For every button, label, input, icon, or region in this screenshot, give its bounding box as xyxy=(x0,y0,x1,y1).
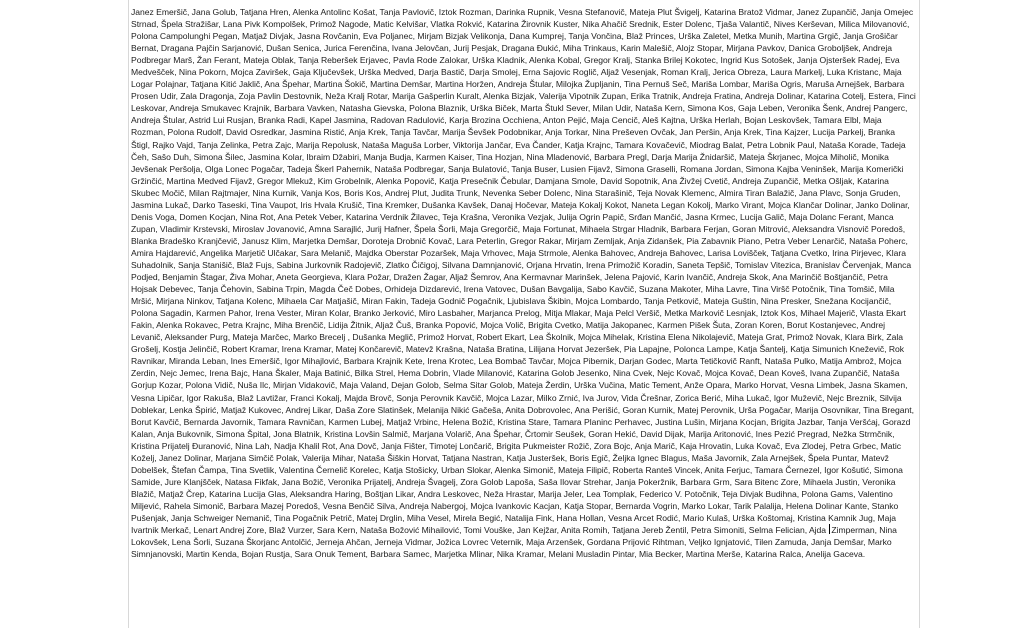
page-left-border xyxy=(128,0,129,628)
names-paragraph[interactable] xyxy=(131,6,916,560)
page-right-border xyxy=(919,0,920,628)
paragraph-text-after-caret: Zimperman, Nina Lokovšek, Lena Šorli, Suzana Škorjanc Antolčić, Jerneja Ahčan, Jerneja Vidmar, Jožica Lovrec Veternik, Maja Arzenšek, Gordana Prijović Rihtman, Veljko Ignjatović, Tilen Zamuda, Janja Demšar, Marko Simnjanovski, Martin Kenda, Bojan Rustja, Sara Onuk Tement, Barbara Samec, Marjetka Mlinar, Nika Kramar, Melani Musladin Pintar, Mia Becker, Martina Merše, Katarina Ralca, Anelija Gaceva. xyxy=(131,525,897,560)
paragraph-text-before-caret: Janez Emeršič, Jana Golub, Tatjana Hren, Alenka Antolinc Košat, Tanja Pavlovič, Iztok Rozman, Darinka Rupnik, Vesna Stefanovič, Mateja Plut Švigelj, Katarina Bratož Vidmar, Janez Zupančič, Janja Omejec Strnad, Špela Stražišar, Lana Pivk Kompolšek, Primož Nagode, Matic Kelvišar, Vlatka Rokvić, Katarina Žirovnik Kuster, Nika Ahačič Srednik, Ester Dolenc, Tjaša Valantič, Nives Kerševan, Milica Milovanović, Polona Campolunghi Pegan, Matjaž Divjak, Jasna Rovčanin, Eva Poljanec, Mirjam Bizjak Velikonja, Dana Kumprej, Tanja Vončina, Blaž Princes, Urška Zaletel, Metka Munih, Martina Grgič, Janja Grošičar Bernat, Dragana Pajčin Sarjanović, Dušan Senica, Jurica Ferenčina, Ivana Jelovčan, Jurij Pesjak, Dragana Đukić, Miha Trinkaus, Karin Malešič, Alojz Stopar, Mirjana Pavkov, Danica Groboljšek, Andreja Podbregar Marš, Žan Ferant, Mateja Oblak, Tanja Reberšek Erjavec, Pavla Rode Zalokar, Urška Kladnik, Alenka Kobal, Gregor Kralj, Stanka Brilej Kokotec, Ingrid Kus Sotošek, Janja Ojsteršek Radej, Eva Medvešček, Nina Pokorn, Mojca Zaviršek, Gaja Ključevšek, Urška Medved, Darja Bastič, Darja Smolej, Erna Sajovic Roglič, Aljaž Vesenjak, Roman Kralj, Jerica Obreza, Laura Markelj, Luka Kristanc, Maja Logar Polajnar, Tatjana Kitić Jaklič, Ana Špehar, Martina Šokič, Martina Demšar, Martina Horžen, Andreja Štular, Milojka Župljanin, Tina Pernuš Seč, Mariša Lombar, Mariša Ogris, Maruša Arnejšek, Barbara Prosen Udir, Zala Dragonja, Zoja Pavlin Destovnik, Neža Kralj Rotar, Marija Gašperlin Kuralt, Alenka Bizjak, Valerija Vipotnik Zupan, Erika Tratnik, Andreja Fratina, Andreja Dolinar, Katarina Cotelj, Estera, Finci Leskovar, Andreja Smukavec Krajnik, Barbara Vavken, Natasha Gievska, Polona Blaznik, Urška Biček, Marta Štukl Sever, Milan Udir, Nataša Kern, Simona Kos, Gaja Leben, Veronika Šenk, Andrej Pangerc, Andreja Štular, Astrid Lui Rusjan, Branka Radi, Kapel Jasmina, Radovan Radulović, Karja Brozina Occhiena, Anton Pejić, Maja Cencič, Aleš Kajtna, Urška Herlah, Bojan Leskovšek, Tamara Elbl, Maja Rozman, Polona Rudolf, David Osredkar, Jasmina Ristić, Anja Krek, Tanja Tavčar, Marija Ševšek Podobnikar, Anja Torkar, Nina Preševen Ovčak, Jan Peršin, Anja Krek, Tina Kajzer, Lucija Parkelj, Branka Štigl, Rajko Vajd, Tanja Zelinka, Petra Zajc, Marija Repolusk, Nataša Maguša Lorber, Viktorija Jančar, Eva Čander, Katja Krajnc, Tamara Kovačevič, Miodrag Balat, Petra Lobnik Paul, Nataša Korade, Tadeja Čeh, Sašo Duh, Simona Šilec, Jasmina Kolar, Ibraim Džabiri, Manja Budja, Karmen Kaiser, Tina Hozjan, Nina Mladenović, Barbara Pregl, Darja Marija Žnidaršič, Mateja Škrjanec, Mojca Miholič, Monika Jevšenak Peršolja, Olga Lonec Pogačar, Tadeja Škerl Pahernik, Nataša Podbregar, Sanja Bulatović, Tanja Buser, Lusien Fijavž, Simona Graselli, Romana Jordan, Simona Kajba Veninšek, Marija Komerički Gržinčić, Martina Medved Fijavž, Gregor Mlekuž, Kim Grobelnik, Alenka Popovič, Katja Presečnik Čebular, Damjana Smole, David Sopotnik, Ana Živžej Cvetič, Andreja Zupančič, Metka Ošljak, Katarina Skubec Močič, Milan Rajtmajer, Nina Kurnik, Vanja Kos, Boris Kos, Andrej Plut, Judita Trunk, Nevenka Seber Dolenc, Nina Starašinič, Teja Novak Klemenc, Almira Tiran Balažič, Jana Plavc, Sonja Gruden, Jasmina Lukač, Darko Taseski, Tina Vaupot, Iris Hvala Krušič, Tina Kremker, Dušanka Kavšek, Danaj Hočevar, Mateja Kokalj Kokot, Naneta Legan Kokolj, Marko Virant, Mojca Klančar Dolinar, Janko Dolinar, Denis Voga, Domen Kocjan, Nina Rot, Ana Petek Veber, Katarina Verdnik Žilavec, Teja Krašna, Veronika Vezjak, Julija Ogrin Papič, Srđan Mančić, Jasna Krmec, Lucija Galič, Maja Dolanc Ferant, Manca Zupan, Vladimir Krstevski, Miroslav Jovanović, Amna Sarajlić, Jurij Hafner, Špela Šorli, Maja Gregorčič, Maja Fortunat, Mihaela Strgar Hladnik, Barbara Ferjan, Goran Mitrović, Aleksandra Visnovič Poredoš, Blanka Bradeško Kranjčevič, Janusz Klim, Marjetka Demšar, Doroteja Drobnič Kovač, Lara Peterlin, Gregor Rakar, Mirjam Zemljak, Anja Zidanšek, Pia Zabavnik Piano, Petra Veber Lenarčič, Nataša Poherc, Amira Hajdarević, Angelika Marjetič Ulčakar, Sara Melanič, Majdka Oberstar Pozaršek, Maja Vrhovec, Maja Strmole, Alenka Bahovec, Andreja Bahovec, Larisa Lovišček, Tatjana Cvetko, Irina Pirjevec, Klara Suhadolnik, Sanja Stanišič, Blaž Fujs, Sabina Jurkovnik Radojevič, Zlatko Čičigoj, Silvana Damnjanović, Orjana Hrvatin, Irena Primožič Koradin, Saneta Tepšič, Tomislav Vitezica, Branislav Červenjak, Manca Podjed, Benjamin Štagar, Živa Mohar, Aneta Georgieva, Klara Požar, Dražen Žagar, Aljaž Šemrov, Ana Kermavnar Marinšek, Jelena Pajović, Karin Ivančič, Andreja Skok, Ana Marinčič Boštjančič, Petra Hojsak Debevec, Tanja Čehovin, Sabina Trpin, Magda Čeč Dobes, Orhideja Dizdarević, Irena Vatovec, Dušan Bavgalija, Sabo Kavčič, Suzana Makoter, Miha Lavre, Tina Viršč Potočnik, Tina Tomšič, Mila Mršić, Mirjana Ninkov, Tatjana Kolenc, Mihaela Car Matjašič, Miran Fakin, Tadeja Godnič Pogačnik, Ljubislava Škibin, Mojca Lombardo, Tanja Petkovič, Mateja Guštin, Nina Presker, Snežana Kocijančič, Polona Sagadin, Karmen Pahor, Irena Vester, Miran Kolar, Branko Jerković, Miro Lasbaher, Marjanca Prelog, Mitja Mlakar, Maja Pelcl Veršič, Metka Markovič Lesnjak, Iztok Kos, Mihael Majerič, Vlasta Ekart Fakin, Alenka Rokavec, Petra Krajnc, Miha Brenčič, Lidija Žitnik, Aljaž Čuš, Branka Popović, Mojca Volič, Brigita Cvetko, Matija Jakopanec, Karmen Pišek Šuta, Zoran Koren, Borut Kostanjevec, Andrej Levanič, Aleksander Purg, Mateja Marčec, Marko Brecelj , Dušanka Meglič, Primož Horvat, Robert Ekart, Lea Školnik, Mojca Mihelak, Kristina Elena Nikolajevič, Mateja Grat, Primož Novak, Klara Birk, Zala Grošelj, Kostja Jelinčič, Robert Kramar, Irena Kramar, Matej Končarevič, Matevž Krašna, Nataša Bratina, Lilijana Horvat Jezeršek, Pia Lapajne, Polonca Lampe, Katja Šantelj, Katja Simunich Kneževič, Rok Ravnikar, Miranda Leban, Ines Emeršič, Igor Mihajlović, Barbara Krajnik Kete, Irena Krotec, Lea Bombač Tavčar, Mojca Pibernik, Darjan Godec, Marta Tetičkovič Ranft, Nataša Pulko, Matija Ambrož, Mojca Zerdin, Nejc Jemec, Irena Bajc, Hana Škaler, Maja Batinić, Bilka Strel, Hema Dobrin, Vlade Milanović, Katarina Golob Jesenko, Nina Cvek, Nejc Kovač, Mojca Kovač, Dean Koveš, Ivana Zupančič, Nataša Gorjup Kozar, Polona Vidič, Nuša Ilc, Mirjan Vidakovič, Maja Valand, Dejan Golob, Selma Sitar Golob, Mateja Žerdin, Urška Vučina, Matic Tement, Anže Opara, Marko Horvat, Vesna Limbek, Jasna Skamen, Vesna Lipičar, Igor Rakuša, Blaž Lavtižar, Franci Kokalj, Majda Brovč, Sonja Perovnik Kavčič, Mojca Lazar, Milko Zrnić, Iva Jurov, Vida Črešnar, Zorica Berić, Miha Lukač, Igor Muževič, Nejc Breznik, Silvija Doblekar, Lenka Špirić, Matjaž Kukovec, Andrej Likar, Daša Zore Slatinšek, Melanija Nikić Gačeša, Anita Dobrovolec, Ana Perišić, Goran Kurnik, Matej Perovnik, Urša Pogačar, Marija Osovnikar, Tina Bregant, Borut Kavčič, Bernarda Javornik, Tamara Ravničan, Karmen Lubej, Matjaž Vrbinc, Helena Božič, Kristina Stare, Tamara Planinc Perhavec, Justina Lušin, Mirjana Kocjan, Brigita Jazbar, Tanja Veršćaj, Gorazd Kalan, Anja Bukovnik, Simona Špital, Jona Blatnik, Kristina Lovšin Salmič, Marjana Volarič, Ana Špehar, Črtomir Seušek, Goran Hekić, David Dijak, Marija Aritonović, Ines Pezić Pregrad, Nežka Strmčnik, Kristina Prijatelj Đuranović, Nina Lah, Nadja Khalil Rot, Ana Dovč, Janja Fišter, Timotej Lončarič, Brigita Pukmeister Rožič, Zora Bojc, Anja Marič, Kaja Hrovatin, Luka Kovač, Eva Zlodej, Petra Grbec, Matic Koželj, Janez Dolinar, Marjana Simčič Polak, Valerija Mihar, Nataša Šiškin Horvat, Tatjana Nastran, Katja Justeršek, Boris Egič, Željka Ignec Blagus, Maša Javornik, Zala Arnejšek, Špela Puntar, Matevž Dobelšek, Štefan Čampa, Tina Svetlik, Valentina Černelič Korelec, Katja Stošicky, Urban Slokar, Alenka Simonič, Mateja Filipič, Roberta Ranteš Vincek, Anita Ferjuc, Tamara Černezel, Igor Košutić, Simona Samide, Jure Klanjšček, Natasa Fikfak, Jana Božič, Veronika Prijatelj, Andreja Švagelj, Zora Golob Lapoša, Saša Ilovar Strehar, Janja Pokeržnik, Barbara Grm, Sara Bitenc Zore, Mihaela Justin, Veronika Blažič, Matjaž Črep, Katarina Lucija Glas, Aleksandra Haring, Boštjan Likar, Andra Leskovec, Neža Hrastar, Marija Jeler, Lea Tomplak, Federico V. Potočnik, Teja Divjak Budihna, Polona Gams, Valentino Miljević, Rahela Simonič, Barbara Mazej Poredoš, Vesna Benčič Silva, Andreja Nabergoj, Mojca Ivankovic Kacjan, Katja Stopar, Bernarda Vogrin, Marko Lokar, Tarik Palalija, Helena Dolinar Kante, Stanko Pušenjak, Janja Schweiger Nemanič, Tina Pogačnik Petrič, Matej Drglin, Miha Vesel, Mirela Begić, Natalija Fink, Hana Hollan, Vesna Arcet Rodić, Mario Kulaš, Urška Koštomaj, Kristina Kamnik Jug, Maja Ivartnik Merkač, Lenart Andrej Zore, Blaž Vurzer, Sara Kern, Nataša Božović Mihailović, Tomi Vouške, Jan Kejžar, Anita Romih, Tatjana Jereb Žentil, Petra Simoniti, Selma Felician, Ajda xyxy=(131,7,916,536)
